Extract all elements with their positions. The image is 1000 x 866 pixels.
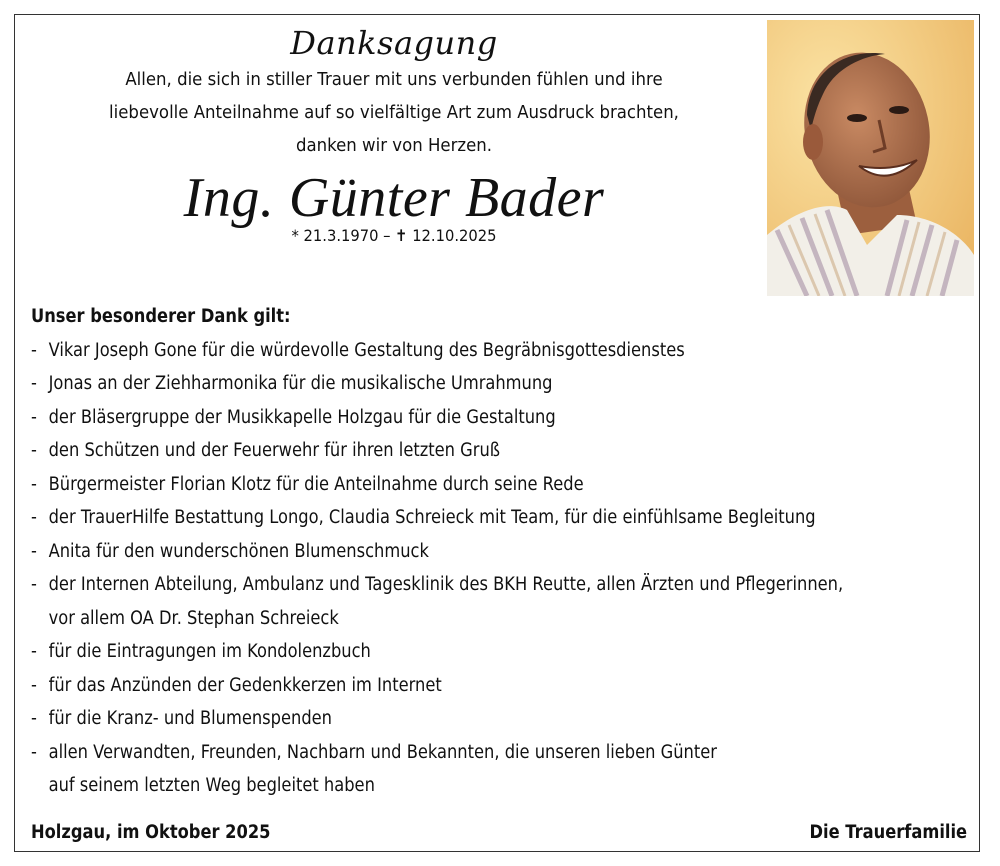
list-dash: - bbox=[31, 339, 37, 361]
list-item bbox=[31, 501, 981, 535]
signature: Die Trauerfamilie bbox=[809, 822, 967, 843]
list-dash: - bbox=[31, 406, 37, 428]
list-item-line: Vikar Joseph Gone für die würdevolle Gestaltung des Begräbnisgottesdienstes bbox=[48, 339, 685, 361]
header bbox=[29, 15, 759, 246]
list-dash: - bbox=[31, 473, 37, 495]
place-date: Holzgau, im Oktober 2025 bbox=[31, 822, 271, 843]
list-item-line: für die Eintragungen im Kondolenzbuch bbox=[48, 641, 371, 662]
list-item-line: Anita für den wunderschönen Blumenschmuck bbox=[48, 540, 429, 562]
list-item bbox=[31, 367, 981, 401]
intro-line: Allen, die sich in stiller Trauer mit uns verbunden fühlen und ihre bbox=[125, 69, 663, 90]
list-item bbox=[31, 468, 981, 502]
list-dash: - bbox=[31, 507, 37, 528]
list-item bbox=[31, 635, 981, 669]
list-item-line: auf seinem letzten Weg begleitet haben bbox=[48, 775, 375, 796]
list-item-line: der Internen Abteilung, Ambulanz und Tagesklinik des BKH Reutte, allen Ärzten und Pflegerinnen, bbox=[48, 574, 844, 595]
list-dash: - bbox=[31, 741, 37, 763]
list-item bbox=[31, 736, 981, 803]
thanks-title: Unser besonderer Dank gilt: bbox=[31, 306, 291, 327]
list-item bbox=[31, 434, 981, 468]
obituary-card bbox=[14, 14, 980, 852]
list-item-line: für die Kranz- und Blumenspenden bbox=[48, 708, 333, 729]
list-item bbox=[31, 334, 981, 368]
thanks-section bbox=[31, 300, 971, 803]
list-dash: - bbox=[31, 641, 37, 662]
list-dash: - bbox=[31, 440, 37, 461]
list-item-line: vor allem OA Dr. Stephan Schreieck bbox=[48, 607, 339, 629]
list-item-line: den Schützen und der Feuerwehr für ihren letzten Gruß bbox=[48, 440, 501, 461]
list-dash: - bbox=[31, 674, 37, 696]
heading: Danksagung bbox=[290, 24, 498, 62]
list-dash: - bbox=[31, 574, 37, 595]
list-dash: - bbox=[31, 373, 37, 394]
portrait-photo bbox=[767, 20, 974, 296]
intro-line: liebevolle Anteilnahme auf so vielfältige Art zum Ausdruck brachten, bbox=[109, 102, 679, 123]
list-dash: - bbox=[31, 708, 37, 729]
list-item-line: der TrauerHilfe Bestattung Longo, Claudia Schreieck mit Team, für die einfühlsame Begleitung bbox=[48, 507, 816, 528]
life-dates: * 21.3.1970 – ✝ 12.10.2025 bbox=[291, 226, 497, 245]
list-item bbox=[31, 669, 981, 703]
list-dash: - bbox=[31, 540, 37, 562]
list-item-line: Bürgermeister Florian Klotz für die Anteilnahme durch seine Rede bbox=[48, 473, 584, 495]
list-item-line: für das Anzünden der Gedenkkerzen im Internet bbox=[48, 674, 442, 696]
list-item bbox=[31, 535, 981, 569]
intro-line: danken wir von Herzen. bbox=[295, 135, 493, 156]
list-item bbox=[31, 401, 981, 435]
list-item bbox=[31, 702, 981, 736]
list-item-line: allen Verwandten, Freunden, Nachbarn und Bekannten, die unseren lieben Günter bbox=[48, 741, 717, 763]
thanks-list bbox=[31, 334, 981, 803]
list-item-line: Jonas an der Ziehharmonika für die musikalische Umrahmung bbox=[48, 373, 553, 394]
list-item-line: der Bläsergruppe der Musikkapelle Holzgau für die Gestaltung bbox=[48, 406, 556, 428]
intro-text bbox=[58, 63, 730, 162]
list-item bbox=[31, 568, 981, 635]
deceased-name: Ing. Günter Bader bbox=[183, 167, 605, 229]
